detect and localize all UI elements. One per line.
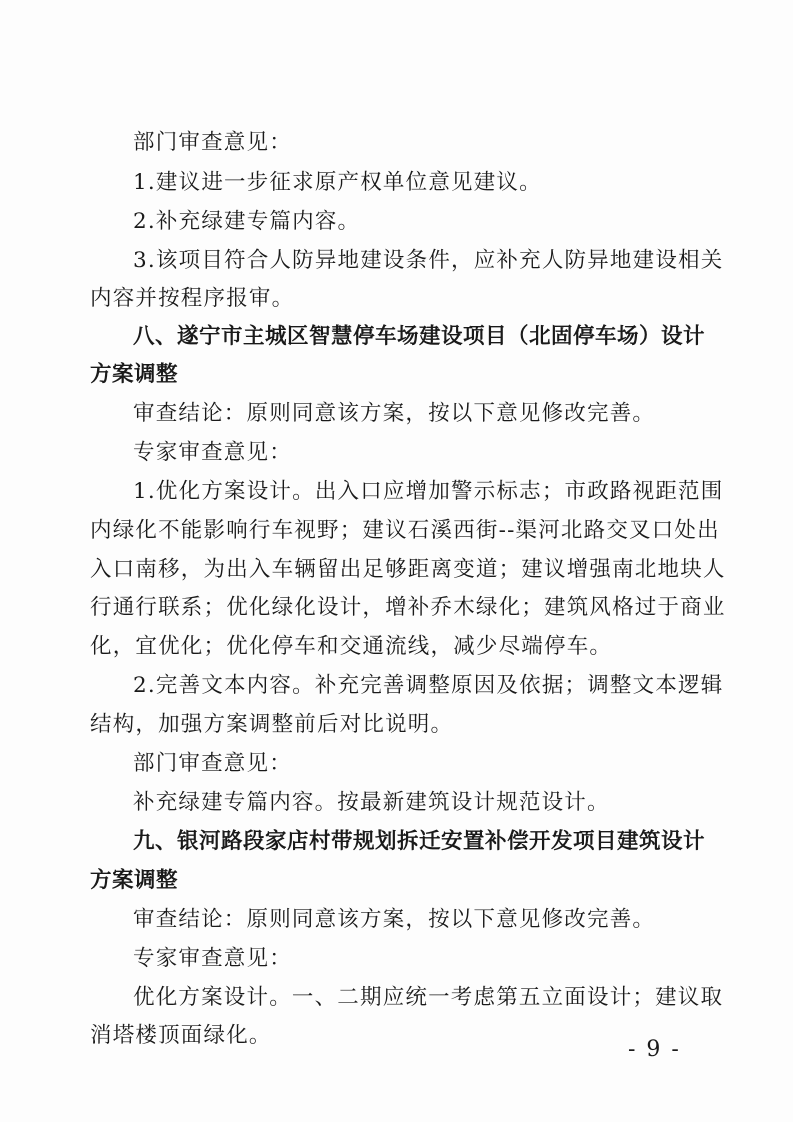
- paragraph-line: 1.建议进一步征求原产权单位意见建议。: [133, 170, 542, 195]
- review-conclusion: 审查结论：原则同意该方案，按以下意见修改完善。: [133, 907, 656, 932]
- paragraph-line: 1.优化方案设计。出入口应增加警示标志；市政路视距范围: [133, 479, 724, 504]
- paragraph-line: 结构，加强方案调整前后对比说明。: [90, 712, 454, 737]
- paragraph-line: 化，宜优化；优化停车和交通流线，减少尽端停车。: [90, 634, 613, 659]
- paragraph-line: 3.该项目符合人防异地建设条件，应补充人防异地建设相关: [133, 248, 724, 273]
- paragraph-line: 消塔楼顶面绿化。: [90, 1023, 272, 1048]
- section-eight-title: 八、遂宁市主城区智慧停车场建设项目（北固停车场）设计: [133, 324, 706, 349]
- paragraph-line: 内容并按程序报审。: [90, 286, 295, 311]
- paragraph-line: 内绿化不能影响行车视野；建议石溪西街--渠河北路交叉口处出: [90, 518, 720, 543]
- section-nine-title-cont: 方案调整: [90, 868, 179, 893]
- section-nine-title: 九、银河路段家店村带规划拆迁安置补偿开发项目建筑设计: [133, 829, 706, 854]
- section-eight-title-cont: 方案调整: [90, 362, 179, 387]
- expert-review-heading: 专家审查意见：: [133, 946, 292, 971]
- dept-review-heading: 部门审查意见：: [133, 751, 292, 776]
- paragraph-line: 入口南移，为出入车辆留出足够距离变道；建议增强南北地块人: [90, 557, 726, 582]
- review-conclusion: 审查结论：原则同意该方案，按以下意见修改完善。: [133, 401, 656, 426]
- paragraph-line: 行通行联系；优化绿化设计，增补乔木绿化；建筑风格过于商业: [90, 595, 726, 620]
- dept-review-heading: 部门审查意见：: [133, 130, 292, 155]
- paragraph-line: 2.补充绿建专篇内容。: [133, 209, 361, 234]
- expert-review-heading: 专家审查意见：: [133, 440, 292, 465]
- paragraph-line: 优化方案设计。一、二期应统一考虑第五立面设计；建议取: [133, 985, 724, 1010]
- paragraph-line: 2.完善文本内容。补充完善调整原因及依据；调整文本逻辑: [133, 673, 724, 698]
- paragraph-line: 补充绿建专篇内容。按最新建筑设计规范设计。: [133, 790, 610, 815]
- page-number: - 9 -: [628, 1037, 681, 1062]
